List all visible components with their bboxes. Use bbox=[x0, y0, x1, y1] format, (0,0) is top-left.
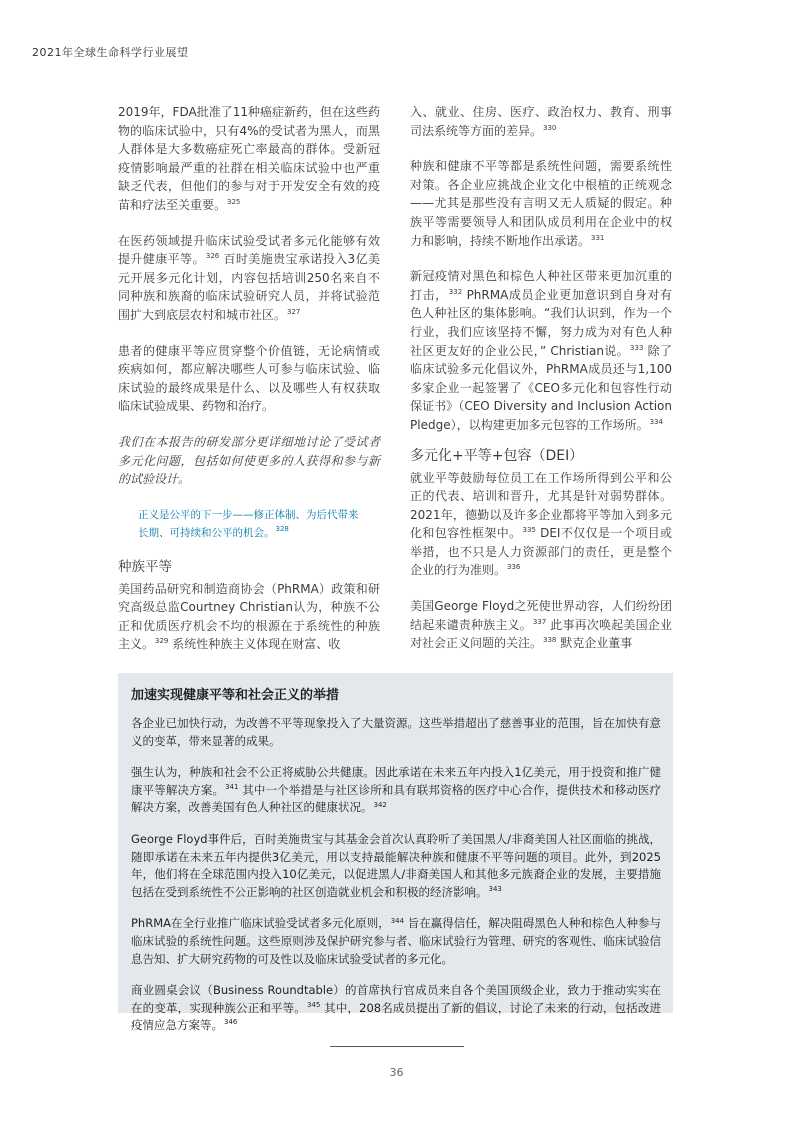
left-column bbox=[118, 103, 380, 654]
footnote-ref[interactable]: 342 bbox=[373, 800, 387, 809]
footnote-ref[interactable]: 327 bbox=[287, 307, 301, 316]
footnote-ref[interactable]: 329 bbox=[155, 637, 169, 646]
paragraph: 在医药领域提升临床试验受试者多元化能够有效提升健康平等。$^{326}$ 百时美施贵宝承诺投入3亿美元开展多元化计划，内容包括培训250名来自不同种族和族裔的临床试验研究人员，并将试验范围扩大到底层农村和城市社区。$^{327}$ bbox=[118, 233, 380, 322]
footnote-ref[interactable]: 341 bbox=[225, 782, 239, 791]
pull-quote: 正义是公平的下一步——修正体制、为后代带来长期、可持续和公平的机会。$^{328}$ bbox=[138, 508, 359, 539]
paragraph: 新冠疫情对黑色和棕色人种社区带来更加沉重的打击，$^{332}$ PhRMA成员企业更加意识到自身对有色人种社区的集体影响。“我们认识到，作为一个行业，我们应该坚持不懈，努力成为对有色人种社区更友好的企业公民，” Christian说。$^{333}$ 除了临床试验多元化倡议外，PhRMA成员还与1,100多家企业一起签署了《CEO多元化和包容性行动保证书》（CEO Diversity and Inclusion Action Pledge），以构建更加多元包容的工作场所。$^{334}$ bbox=[410, 269, 672, 432]
box-paragraph: 商业圆桌会议（Business Roundtable）的首席执行官成员来自各个美国顶级企业，致力于推动实实在在的变革，实现种族公正和平等。$^{345}$ 其中，208名成员提出了新的倡议，讨论了未来的行动，包括改进疫情应急方案等。$^{346}$ bbox=[131, 983, 662, 1033]
section-heading: 多元化+平等+包容（DEI） bbox=[410, 447, 584, 464]
footnote-ref[interactable]: 332 bbox=[448, 287, 463, 296]
section-heading: 种族平等 bbox=[118, 558, 172, 575]
footnote-ref[interactable]: 338 bbox=[543, 636, 557, 645]
paragraph: 美国药品研究和制造商协会（PhRMA）政策和研究高级总监Courtney Christian认为，种族不公正和优质医疗机会不均的根源在于系统性的种族主义。$^{329}$ 系统性种族主义体现在财富、收 bbox=[118, 581, 380, 652]
box-paragraph: 强生认为，种族和社会不公正将威胁公共健康。因此承诺在未来五年内投入1亿美元，用于投资和推广健康平等解决方案。$^{341}$ 其中一个举措是与社区诊所和具有联邦资格的医疗中心合作，提供技术和移动医疗解决方案，改善美国有色人种社区的健康状况。$^{342}$ bbox=[131, 765, 662, 815]
box-paragraph: George Floyd事件后，百时美施贵宝与其基金会首次认真聆听了美国黑人/非裔美国人社区面临的挑战，随即承诺在未来五年内提供3亿美元，用以支持最能解决种族和健康不平等问题的项目。此外，到2025年，他们将在全球范围内投入10亿美元，以促进黑人/非裔美国人和其他多元族裔企业的发展，主要措施包括在受到系统性不公正影响的社区创造就业机会和积极的经济影响。$^{343}$ bbox=[131, 831, 661, 899]
page-number: 36 bbox=[389, 1066, 404, 1079]
report-header: 2021年全球生命科学行业展望 bbox=[32, 46, 189, 59]
footnote-ref[interactable]: 325 bbox=[227, 197, 241, 206]
paragraph: 入、就业、住房、医疗、政治权力、教育、刑事司法系统等方面的差异。$^{330}$ bbox=[410, 105, 672, 138]
footnote-ref[interactable]: 334 bbox=[649, 417, 663, 426]
footnote-ref[interactable]: 333 bbox=[630, 343, 644, 352]
italic-note: 我们在本报告的研发部分更详细地讨论了受试者多元化问题，包括如何使更多的人获得和参与新的试验设计。 bbox=[118, 434, 380, 487]
footnote-ref[interactable]: 345 bbox=[306, 1000, 321, 1009]
paragraph: 种族和健康不平等都是系统性问题，需要系统性对策。各企业应挑战企业文化中根植的正统观念——尤其是那些没有言明又无人质疑的假定。种族平等需要领导人和团队成员利用在企业中的权力和影响，持续不断地作出承诺。$^{331}$ bbox=[410, 159, 672, 248]
footnote-ref[interactable]: 328 bbox=[275, 525, 289, 534]
box-title: 加速实现健康平等和社会正义的举措 bbox=[131, 688, 340, 703]
box-paragraph: 各企业已加快行动，为改善不平等现象投入了大量资源。这些举措超出了慈善事业的范围，旨在加快有意义的变革，带来显著的成果。 bbox=[131, 716, 661, 748]
paragraph: 就业平等鼓励每位员工在工作场所得到公平和公正的代表、培训和晋升，尤其是针对弱势群体。2021年，德勤以及许多企业都将平等加入到多元化和包容性框架中。$^{335}$ DEI不仅仅是一个项目或举措，也不只是人力资源部门的责任，更是整个企业的行为准则。$^{336}$ bbox=[410, 470, 672, 578]
footnote-ref[interactable]: 331 bbox=[591, 233, 605, 242]
footnote-ref[interactable]: 344 bbox=[390, 916, 405, 925]
initiatives-sidebar-box bbox=[118, 673, 673, 1033]
footnote-ref[interactable]: 330 bbox=[543, 123, 557, 132]
box-paragraph: PhRMA在全行业推广临床试验受试者多元化原则，$^{344}$ 旨在赢得信任，解决阻碍黑色人种和棕色人种参与临床试验的系统性问题。这些原则涉及保护研究参与者、临床试验行为管理、研究的客观性、临床试验信息告知、扩大研究药物的可及性以及临床试验受试者的多元化。 bbox=[131, 916, 661, 966]
right-column bbox=[410, 103, 672, 653]
footnote-ref[interactable]: 335 bbox=[522, 526, 536, 535]
footnote-ref[interactable]: 343 bbox=[488, 884, 502, 893]
paragraph: 患者的健康平等应贯穿整个价值链，无论病情或疾病如何，都应解决哪些人可参与临床试验、临床试验的最终成果是什么、以及哪些人有权获取临床试验成果、药物和治疗。 bbox=[118, 343, 380, 414]
footer-divider bbox=[330, 1046, 464, 1047]
footnote-ref[interactable]: 336 bbox=[507, 563, 521, 572]
footnote-ref[interactable]: 346 bbox=[224, 1018, 238, 1027]
paragraph: 2019年，FDA批准了11种癌症新药，但在这些药物的临床试验中，只有4%的受试者为黑人，而黑人群体是大多数癌症死亡率最高的群体。受新冠疫情影响最严重的社群在相关临床试验中也严重缺乏代表，但他们的参与对于开发安全有效的疫苗和疗法至关重要。$^{325}$ bbox=[118, 105, 380, 212]
footnote-ref[interactable]: 337 bbox=[532, 617, 547, 626]
footnote-ref[interactable]: 326 bbox=[205, 252, 220, 261]
paragraph: 美国George Floyd之死使世界动容，人们纷纷团结起来谴责种族主义。$^{337}$ 此事再次唤起美国企业对社会正义问题的关注。$^{338}$ 默克企业董事 bbox=[410, 599, 672, 651]
